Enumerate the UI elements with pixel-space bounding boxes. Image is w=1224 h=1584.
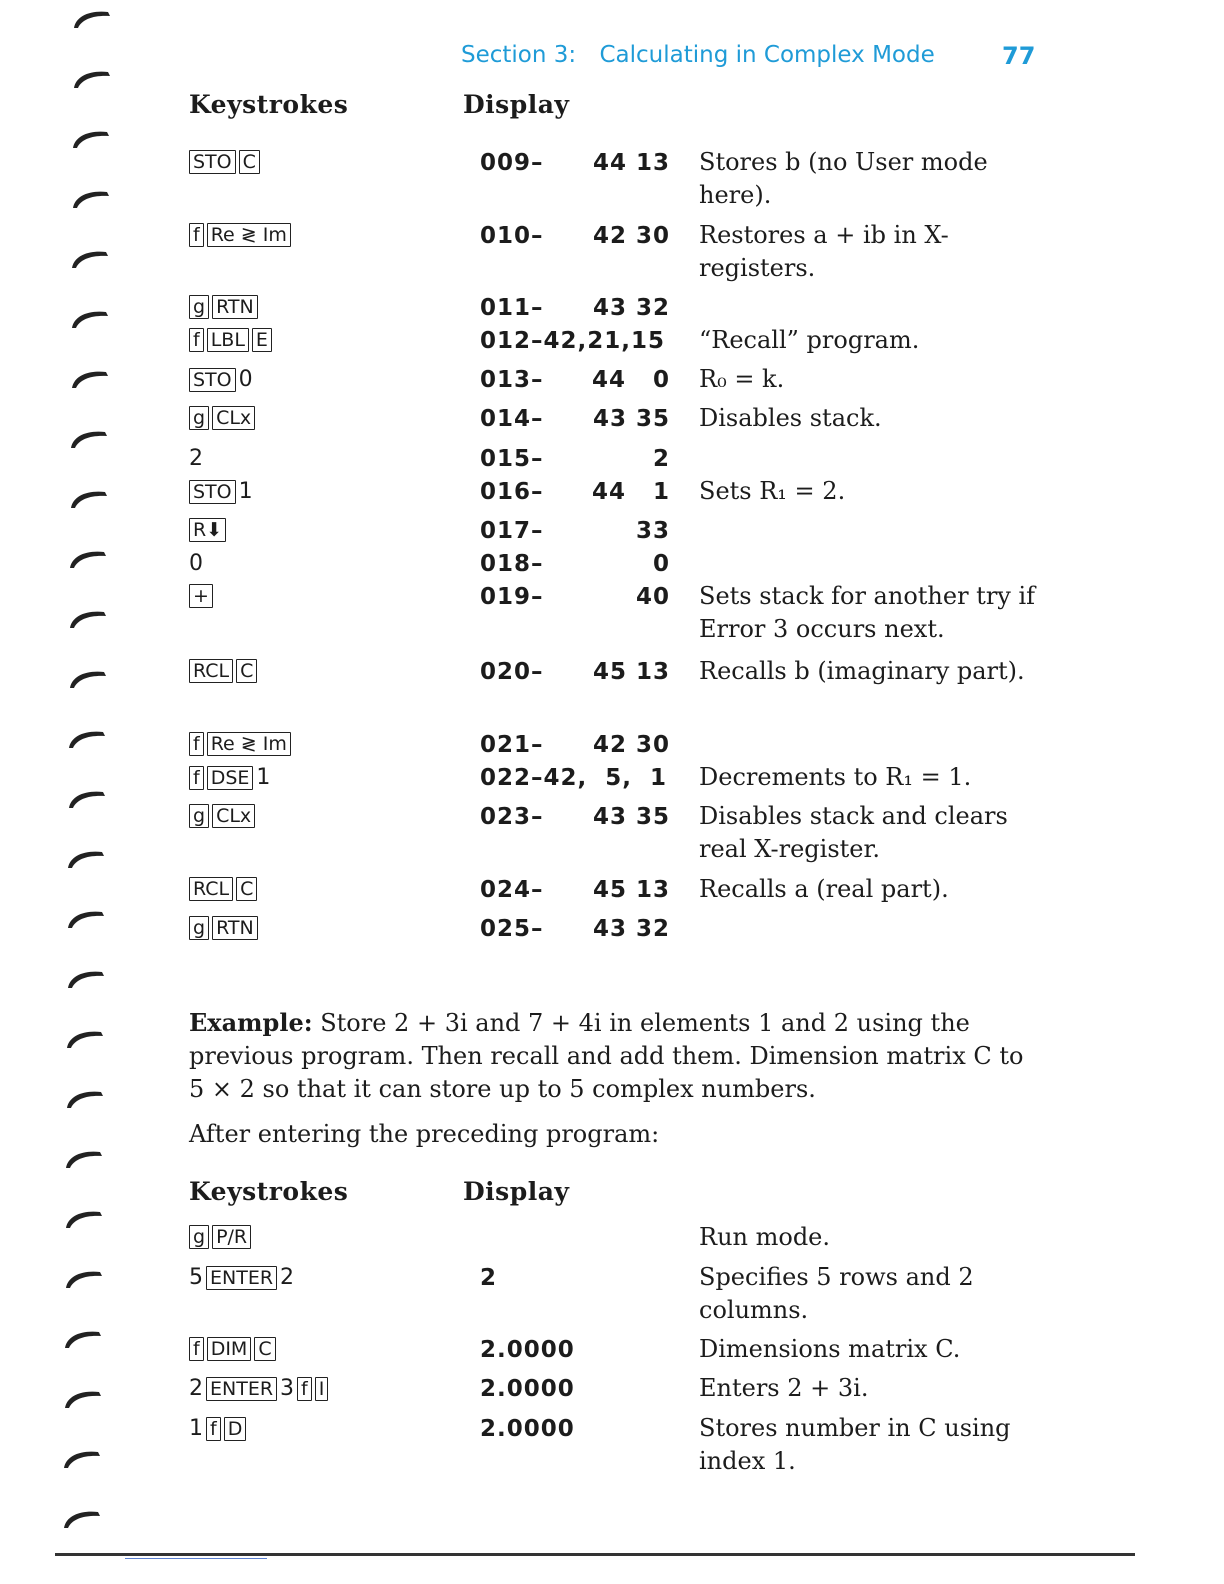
keystroke-key: E	[252, 328, 272, 352]
keystroke-key: f	[189, 1337, 204, 1361]
binding-ring	[69, 488, 111, 508]
key-code: 43 32	[592, 295, 670, 321]
key-code: 40	[635, 584, 670, 610]
after-entering-text: After entering the preceding program:	[189, 1120, 660, 1148]
keystroke-sequence	[189, 150, 260, 174]
keystroke-key: f	[189, 732, 204, 756]
keystroke-key: Re ≷ Im	[207, 732, 291, 756]
keystroke-sequence	[189, 1225, 251, 1249]
keystroke-key: RTN	[212, 295, 258, 319]
binding-ring	[69, 428, 111, 448]
key-code: 42 30	[592, 732, 670, 758]
binding-ring	[71, 188, 113, 208]
step-description: Dimensions matrix C.	[699, 1335, 961, 1363]
display-readout: 2.0000	[480, 1337, 575, 1363]
keystroke-sequence	[189, 328, 272, 352]
example-label: Example:	[189, 1008, 313, 1037]
line-number: 011–	[480, 295, 544, 321]
key-code: 44 1	[591, 479, 670, 505]
display-readout: 2	[480, 1265, 498, 1291]
key-code: 42 30	[592, 223, 670, 249]
step-description: Stores b (no User mode here).	[699, 148, 988, 209]
keystroke-key: STO	[189, 368, 236, 392]
step-description: Sets stack for another try if Error 3 occurs next.	[699, 582, 1036, 643]
keystroke-sequence	[189, 804, 255, 828]
keystroke-key: STO	[189, 150, 236, 174]
step-description: Disables stack.	[699, 404, 882, 432]
keystroke-key: CLx	[212, 406, 255, 430]
binding-ring	[72, 8, 114, 28]
line-number: 010–	[480, 223, 544, 249]
binding-ring	[64, 1268, 106, 1288]
step-description: Sets R₁ = 2.	[699, 477, 846, 505]
section-title: Calculating in Complex Mode	[599, 42, 935, 68]
keystroke-key: CLx	[212, 804, 255, 828]
binding-ring	[64, 1208, 106, 1228]
keystroke-key: f	[206, 1417, 221, 1441]
line-number: 019–	[480, 584, 544, 610]
keystroke-sequence	[189, 1376, 328, 1401]
key-code: 44 13	[592, 150, 670, 176]
keystroke-sequence	[189, 1337, 276, 1361]
step-description: Stores number in C using index 1.	[699, 1414, 1011, 1475]
key-code: 44 0	[591, 367, 670, 393]
binding-ring	[62, 1508, 104, 1528]
keystroke-key: DSE	[207, 766, 254, 790]
binding-ring	[67, 728, 109, 748]
step-description: Restores a + ib in X-registers.	[699, 221, 949, 282]
example-paragraph	[189, 1006, 1039, 1106]
keystroke-key: DIM	[207, 1337, 252, 1361]
keystroke-key: ENTER	[206, 1377, 277, 1401]
binding-ring	[68, 548, 110, 568]
keystroke-key: g	[189, 295, 209, 319]
keystroke-sequence	[189, 765, 270, 790]
binding-ring	[66, 848, 108, 868]
keystroke-digit: 1	[256, 765, 271, 790]
keystroke-digit: 0	[189, 551, 203, 576]
line-number: 021–	[480, 732, 544, 758]
keystroke-digit: 5	[189, 1265, 203, 1290]
running-header	[461, 42, 935, 68]
bottom-rule-accent	[125, 1558, 267, 1559]
keystroke-digit: 1	[189, 1416, 203, 1441]
keystroke-key: f	[189, 766, 204, 790]
keystroke-key: RTN	[212, 916, 258, 940]
line-and-code: 012–42,21,15	[480, 328, 666, 354]
binding-ring	[70, 248, 112, 268]
example-text: Store 2 + 3i and 7 + 4i in elements 1 and 2 using the previous program. Then recall and add them. Dimension matrix C to 5 × 2 so that it can store up to 5 complex numbers.	[189, 1009, 1024, 1103]
keystroke-key: RCL	[189, 659, 233, 683]
key-code: 33	[635, 518, 670, 544]
binding-ring	[67, 788, 109, 808]
binding-ring	[66, 968, 108, 988]
binding-ring	[70, 308, 112, 328]
display-heading-1: Display	[463, 90, 570, 119]
line-number: 025–	[480, 916, 544, 942]
line-number: 020–	[480, 659, 544, 685]
keystroke-sequence	[189, 223, 291, 247]
key-code: 43 35	[592, 804, 670, 830]
step-description: Specifies 5 rows and 2 columns.	[699, 1263, 974, 1324]
keystroke-sequence	[189, 551, 203, 576]
step-description: Run mode.	[699, 1223, 831, 1251]
binding-ring	[63, 1388, 105, 1408]
keystroke-key: LBL	[207, 328, 249, 352]
display-readout: 2.0000	[480, 1376, 575, 1402]
section-label: Section 3:	[461, 42, 577, 68]
keystroke-key: D	[224, 1417, 247, 1441]
keystroke-sequence	[189, 659, 257, 683]
page-number: 77	[1002, 42, 1036, 70]
keystroke-digit: 0	[238, 367, 253, 392]
keystroke-sequence	[189, 446, 203, 471]
line-number: 016–	[480, 479, 544, 505]
line-number: 018–	[480, 551, 544, 577]
binding-ring	[66, 908, 108, 928]
keystroke-key: f	[189, 223, 204, 247]
keystroke-key: f	[297, 1377, 312, 1401]
binding-ring	[71, 128, 113, 148]
keystroke-sequence	[189, 518, 226, 542]
keystroke-sequence	[189, 1265, 294, 1290]
keystroke-digit: 2	[189, 446, 203, 471]
key-code: 45 13	[592, 877, 670, 903]
bottom-rule	[55, 1553, 1135, 1556]
line-number: 015–	[480, 446, 544, 472]
key-code: 43 35	[592, 406, 670, 432]
key-code: 43 32	[592, 916, 670, 942]
keystroke-sequence	[189, 584, 213, 608]
key-code: 0	[652, 551, 670, 577]
keystroke-sequence	[189, 295, 258, 319]
line-and-code: 022–42, 5, 1	[480, 765, 668, 791]
line-number: 014–	[480, 406, 544, 432]
keystroke-key: Re ≷ Im	[207, 223, 291, 247]
keystroke-key: C	[254, 1337, 275, 1361]
binding-ring	[65, 1088, 107, 1108]
keystroke-key: f	[189, 328, 204, 352]
line-number: 017–	[480, 518, 544, 544]
display-readout: 2.0000	[480, 1416, 575, 1442]
step-description: Recalls a (real part).	[699, 875, 949, 903]
key-code: 45 13	[592, 659, 670, 685]
keystroke-key: C	[239, 150, 260, 174]
step-description: Enters 2 + 3i.	[699, 1374, 869, 1402]
step-description: Decrements to R₁ = 1.	[699, 763, 972, 791]
keystroke-key: C	[236, 659, 257, 683]
binding-ring	[62, 1448, 104, 1468]
keystroke-sequence	[189, 479, 253, 504]
keystroke-sequence	[189, 1416, 246, 1441]
binding-ring	[65, 1028, 107, 1048]
keystroke-key: g	[189, 916, 209, 940]
keystroke-digit: 2	[280, 1265, 295, 1290]
binding-ring	[72, 68, 114, 88]
keystroke-sequence	[189, 732, 291, 756]
keystrokes-heading-1: Keystrokes	[189, 90, 349, 119]
keystroke-sequence	[189, 877, 257, 901]
keystroke-key: +	[189, 584, 213, 608]
binding-ring	[68, 668, 110, 688]
keystroke-key: RCL	[189, 877, 233, 901]
line-number: 023–	[480, 804, 544, 830]
keystrokes-heading-2: Keystrokes	[189, 1177, 349, 1206]
binding-ring	[64, 1148, 106, 1168]
display-heading-2: Display	[463, 1177, 570, 1206]
key-code: 2	[652, 446, 670, 472]
keystroke-sequence	[189, 916, 258, 940]
binding-ring	[68, 608, 110, 628]
keystroke-key: P/R	[212, 1225, 251, 1249]
keystroke-key: ENTER	[206, 1266, 277, 1290]
binding-ring	[70, 368, 112, 388]
keystroke-digit: 1	[238, 479, 253, 504]
keystroke-key: C	[236, 877, 257, 901]
line-number: 009–	[480, 150, 544, 176]
step-description: Disables stack and clears real X-register.	[699, 802, 1008, 863]
line-number: 024–	[480, 877, 544, 903]
line-number: 013–	[480, 367, 544, 393]
keystroke-digit: 2	[189, 1376, 203, 1401]
step-description: R₀ = k.	[699, 365, 785, 393]
keystroke-key: g	[189, 804, 209, 828]
keystroke-key: g	[189, 406, 209, 430]
keystroke-key: g	[189, 1225, 209, 1249]
keystroke-key: STO	[189, 480, 236, 504]
binding-ring	[63, 1328, 105, 1348]
keystroke-key: R⬇	[189, 518, 226, 542]
keystroke-key: I	[315, 1377, 329, 1401]
keystroke-sequence	[189, 406, 255, 430]
step-description: “Recall” program.	[699, 326, 920, 354]
keystroke-digit: 3	[280, 1376, 295, 1401]
keystroke-sequence	[189, 367, 253, 392]
step-description: Recalls b (imaginary part).	[699, 657, 1025, 685]
